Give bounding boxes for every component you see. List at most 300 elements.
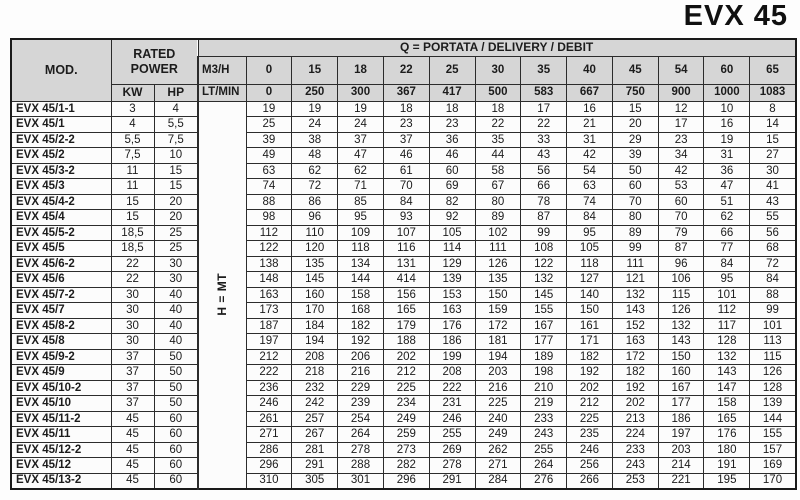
model-name: EVX 45/12 — [11, 458, 111, 474]
head-value: 96 — [292, 210, 338, 226]
head-value: 87 — [658, 241, 704, 257]
head-value: 305 — [292, 473, 338, 489]
power-hp: 60 — [154, 458, 198, 474]
head-value: 140 — [567, 287, 613, 303]
head-value: 62 — [338, 163, 384, 179]
head-value: 84 — [750, 272, 796, 288]
power-kw: 4 — [111, 117, 154, 133]
flow-ltmin-value: 667 — [567, 84, 613, 101]
head-value: 37 — [338, 132, 384, 148]
head-value: 122 — [521, 256, 567, 272]
head-value: 34 — [658, 148, 704, 164]
table-row — [11, 132, 796, 148]
head-value: 139 — [429, 272, 475, 288]
flow-m3h-value: 22 — [383, 56, 429, 84]
head-value: 246 — [429, 411, 475, 427]
head-value: 296 — [383, 473, 429, 489]
power-kw: 3 — [111, 101, 154, 117]
head-value: 182 — [567, 349, 613, 365]
power-hp: 40 — [154, 334, 198, 350]
head-value: 278 — [338, 442, 384, 458]
head-value: 18 — [475, 101, 521, 117]
head-value: 165 — [383, 303, 429, 319]
model-name: EVX 45/5-2 — [11, 225, 111, 241]
head-value: 48 — [292, 148, 338, 164]
table-row — [11, 396, 796, 412]
table-row — [11, 365, 796, 381]
power-hp: 30 — [154, 256, 198, 272]
head-value: 89 — [475, 210, 521, 226]
head-value: 157 — [750, 442, 796, 458]
head-value: 257 — [292, 411, 338, 427]
head-value: 17 — [658, 117, 704, 133]
head-value: 60 — [429, 163, 475, 179]
head-value: 172 — [612, 349, 658, 365]
model-name: EVX 45/8-2 — [11, 318, 111, 334]
head-value: 195 — [704, 473, 750, 489]
model-name: EVX 45/9-2 — [11, 349, 111, 365]
head-value: 128 — [750, 380, 796, 396]
head-value: 231 — [429, 396, 475, 412]
head-value: 229 — [338, 380, 384, 396]
head-value: 286 — [246, 442, 292, 458]
head-value: 243 — [521, 427, 567, 443]
table-row — [11, 318, 796, 334]
head-value: 122 — [246, 241, 292, 257]
head-value: 14 — [750, 117, 796, 133]
head-value: 23 — [429, 117, 475, 133]
head-value: 276 — [521, 473, 567, 489]
model-name: EVX 45/8 — [11, 334, 111, 350]
head-value: 236 — [246, 380, 292, 396]
power-hp: 20 — [154, 210, 198, 226]
head-value: 19 — [292, 101, 338, 117]
table-row — [11, 117, 796, 133]
head-value: 170 — [750, 473, 796, 489]
head-value: 139 — [750, 396, 796, 412]
head-value: 310 — [246, 473, 292, 489]
head-value: 16 — [567, 101, 613, 117]
head-value: 126 — [750, 365, 796, 381]
head-value: 39 — [612, 148, 658, 164]
power-hp: 50 — [154, 396, 198, 412]
flow-m3h-value: 65 — [750, 56, 796, 84]
head-value: 127 — [567, 272, 613, 288]
head-value: 58 — [475, 163, 521, 179]
head-value: 210 — [521, 380, 567, 396]
head-meters-axis-label — [198, 101, 246, 489]
head-value: 194 — [475, 349, 521, 365]
flow-ltmin-value: 0 — [246, 84, 292, 101]
head-value: 199 — [429, 349, 475, 365]
model-name: EVX 45/6 — [11, 272, 111, 288]
head-value: 233 — [612, 442, 658, 458]
flow-m3h-value: 0 — [246, 56, 292, 84]
head-value: 240 — [475, 411, 521, 427]
head-value: 218 — [292, 365, 338, 381]
head-value: 101 — [750, 318, 796, 334]
head-value: 208 — [292, 349, 338, 365]
head-value: 63 — [567, 179, 613, 195]
head-value: 192 — [612, 380, 658, 396]
head-value: 88 — [246, 194, 292, 210]
head-value: 46 — [429, 148, 475, 164]
table-row — [11, 473, 796, 489]
head-value: 70 — [612, 194, 658, 210]
head-value: 60 — [658, 194, 704, 210]
table-row — [11, 349, 796, 365]
head-value: 182 — [612, 365, 658, 381]
head-value: 249 — [475, 427, 521, 443]
flow-ltmin-value: 367 — [383, 84, 429, 101]
table-row — [11, 163, 796, 179]
head-value: 36 — [429, 132, 475, 148]
head-value: 171 — [567, 334, 613, 350]
head-value: 53 — [658, 179, 704, 195]
flow-ltmin-value: 1083 — [750, 84, 796, 101]
head-value: 212 — [567, 396, 613, 412]
head-value: 82 — [429, 194, 475, 210]
head-value: 281 — [292, 442, 338, 458]
power-kw: 22 — [111, 256, 154, 272]
head-value: 153 — [429, 287, 475, 303]
head-value: 42 — [567, 148, 613, 164]
head-value: 256 — [567, 458, 613, 474]
mod-column-header: MOD. — [11, 39, 111, 101]
head-value: 143 — [658, 334, 704, 350]
head-value: 143 — [612, 303, 658, 319]
head-value: 239 — [338, 396, 384, 412]
head-value: 109 — [338, 225, 384, 241]
head-value: 67 — [475, 179, 521, 195]
head-value: 233 — [521, 411, 567, 427]
head-value: 115 — [658, 287, 704, 303]
head-value: 18 — [383, 101, 429, 117]
power-kw: 18,5 — [111, 225, 154, 241]
head-value: 135 — [292, 256, 338, 272]
head-value: 184 — [292, 318, 338, 334]
power-kw: 22 — [111, 272, 154, 288]
model-name: EVX 45/9 — [11, 365, 111, 381]
model-name: EVX 45/4-2 — [11, 194, 111, 210]
power-hp: 25 — [154, 241, 198, 257]
head-value: 51 — [704, 194, 750, 210]
hp-column-header: HP — [154, 84, 198, 101]
flow-m3h-value: 30 — [475, 56, 521, 84]
head-value: 29 — [612, 132, 658, 148]
head-value: 110 — [292, 225, 338, 241]
head-value: 198 — [521, 365, 567, 381]
head-value: 111 — [612, 256, 658, 272]
head-value: 155 — [750, 427, 796, 443]
head-value: 143 — [704, 365, 750, 381]
power-hp: 20 — [154, 194, 198, 210]
head-value: 212 — [383, 365, 429, 381]
head-value: 21 — [567, 117, 613, 133]
head-value: 98 — [246, 210, 292, 226]
head-value: 43 — [521, 148, 567, 164]
head-value: 132 — [658, 318, 704, 334]
model-name: EVX 45/10-2 — [11, 380, 111, 396]
head-value: 187 — [246, 318, 292, 334]
power-kw: 45 — [111, 427, 154, 443]
head-value: 173 — [246, 303, 292, 319]
head-value: 31 — [567, 132, 613, 148]
head-value: 169 — [750, 458, 796, 474]
head-value: 80 — [612, 210, 658, 226]
head-value: 107 — [383, 225, 429, 241]
table-row — [11, 411, 796, 427]
head-value: 219 — [521, 396, 567, 412]
power-hp: 40 — [154, 287, 198, 303]
head-value: 145 — [292, 272, 338, 288]
head-value: 8 — [750, 101, 796, 117]
head-value: 222 — [246, 365, 292, 381]
power-hp: 15 — [154, 163, 198, 179]
head-value: 168 — [338, 303, 384, 319]
kw-column-header: KW — [111, 84, 154, 101]
head-value: 203 — [658, 442, 704, 458]
head-value: 95 — [567, 225, 613, 241]
head-value: 87 — [521, 210, 567, 226]
head-value: 69 — [429, 179, 475, 195]
model-name: EVX 45/11-2 — [11, 411, 111, 427]
rated-power-header: RATED POWER — [111, 39, 198, 84]
head-value: 159 — [475, 303, 521, 319]
head-value: 99 — [612, 241, 658, 257]
model-name: EVX 45/7 — [11, 303, 111, 319]
head-value: 33 — [521, 132, 567, 148]
model-name: EVX 45/2 — [11, 148, 111, 164]
power-hp: 5,5 — [154, 117, 198, 133]
power-kw: 30 — [111, 303, 154, 319]
flow-m3h-value: 54 — [658, 56, 704, 84]
head-value: 84 — [567, 210, 613, 226]
head-value: 43 — [750, 194, 796, 210]
head-value: 170 — [292, 303, 338, 319]
power-kw: 5,5 — [111, 132, 154, 148]
head-value: 225 — [383, 380, 429, 396]
power-kw: 18,5 — [111, 241, 154, 257]
table-row — [11, 303, 796, 319]
head-value: 213 — [612, 411, 658, 427]
power-kw: 45 — [111, 442, 154, 458]
head-value: 163 — [612, 334, 658, 350]
head-value: 42 — [658, 163, 704, 179]
head-value: 27 — [750, 148, 796, 164]
head-value: 41 — [750, 179, 796, 195]
table-row — [11, 442, 796, 458]
head-value: 255 — [429, 427, 475, 443]
head-value: 106 — [658, 272, 704, 288]
head-value: 273 — [383, 442, 429, 458]
head-value: 47 — [338, 148, 384, 164]
pump-performance-table — [10, 38, 797, 490]
head-value: 78 — [521, 194, 567, 210]
head-value: 269 — [429, 442, 475, 458]
power-kw: 7,5 — [111, 148, 154, 164]
head-value: 156 — [383, 287, 429, 303]
head-value: 262 — [475, 442, 521, 458]
head-value: 177 — [521, 334, 567, 350]
head-value: 63 — [246, 163, 292, 179]
model-name: EVX 45/3-2 — [11, 163, 111, 179]
page-title: EVX 45 — [683, 0, 788, 32]
model-name: EVX 45/10 — [11, 396, 111, 412]
head-value: 206 — [338, 349, 384, 365]
head-value: 266 — [567, 473, 613, 489]
head-value: 17 — [521, 101, 567, 117]
table-row — [11, 458, 796, 474]
head-value: 128 — [704, 334, 750, 350]
head-value: 30 — [750, 163, 796, 179]
head-value: 134 — [338, 256, 384, 272]
head-value: 147 — [704, 380, 750, 396]
head-value: 186 — [658, 411, 704, 427]
head-value: 72 — [750, 256, 796, 272]
head-value: 242 — [292, 396, 338, 412]
table-row — [11, 148, 796, 164]
head-value: 131 — [383, 256, 429, 272]
head-value: 10 — [704, 101, 750, 117]
flow-ltmin-value: 750 — [612, 84, 658, 101]
head-value: 278 — [429, 458, 475, 474]
header-row-q — [11, 39, 796, 56]
head-value: 160 — [292, 287, 338, 303]
head-value: 181 — [475, 334, 521, 350]
flow-ltmin-value: 417 — [429, 84, 475, 101]
power-hp: 60 — [154, 411, 198, 427]
power-hp: 15 — [154, 179, 198, 195]
head-value: 129 — [429, 256, 475, 272]
head-value: 66 — [704, 225, 750, 241]
head-value: 255 — [521, 442, 567, 458]
head-value: 68 — [750, 241, 796, 257]
head-value: 36 — [704, 163, 750, 179]
model-name: EVX 45/2-2 — [11, 132, 111, 148]
h-mt-rotated-text: H = MT — [214, 273, 229, 316]
flow-ltmin-value: 250 — [292, 84, 338, 101]
power-hp: 50 — [154, 365, 198, 381]
head-value: 192 — [338, 334, 384, 350]
head-value: 118 — [567, 256, 613, 272]
head-value: 158 — [338, 287, 384, 303]
head-value: 60 — [612, 179, 658, 195]
head-value: 56 — [521, 163, 567, 179]
head-value: 150 — [658, 349, 704, 365]
table-row — [11, 225, 796, 241]
head-value: 15 — [612, 101, 658, 117]
head-value: 234 — [383, 396, 429, 412]
head-value: 138 — [246, 256, 292, 272]
head-value: 148 — [246, 272, 292, 288]
head-value: 145 — [521, 287, 567, 303]
head-value: 95 — [704, 272, 750, 288]
head-value: 132 — [612, 287, 658, 303]
head-value: 243 — [612, 458, 658, 474]
head-value: 158 — [704, 396, 750, 412]
head-value: 232 — [292, 380, 338, 396]
head-value: 74 — [567, 194, 613, 210]
head-value: 214 — [658, 458, 704, 474]
table-row — [11, 179, 796, 195]
head-value: 216 — [338, 365, 384, 381]
head-value: 114 — [429, 241, 475, 257]
head-value: 111 — [475, 241, 521, 257]
head-value: 261 — [246, 411, 292, 427]
power-kw: 37 — [111, 349, 154, 365]
head-value: 25 — [246, 117, 292, 133]
power-hp: 7,5 — [154, 132, 198, 148]
power-kw: 45 — [111, 411, 154, 427]
head-value: 12 — [658, 101, 704, 117]
head-value: 72 — [292, 179, 338, 195]
head-value: 221 — [658, 473, 704, 489]
head-value: 86 — [292, 194, 338, 210]
head-value: 96 — [658, 256, 704, 272]
power-kw: 37 — [111, 396, 154, 412]
head-value: 121 — [612, 272, 658, 288]
head-value: 188 — [383, 334, 429, 350]
head-value: 19 — [246, 101, 292, 117]
head-value: 179 — [383, 318, 429, 334]
head-value: 264 — [521, 458, 567, 474]
head-value: 84 — [383, 194, 429, 210]
flow-m3h-value: 40 — [567, 56, 613, 84]
head-value: 176 — [429, 318, 475, 334]
power-kw: 30 — [111, 287, 154, 303]
power-hp: 50 — [154, 380, 198, 396]
model-name: EVX 45/6-2 — [11, 256, 111, 272]
power-kw: 15 — [111, 210, 154, 226]
head-value: 70 — [383, 179, 429, 195]
head-value: 165 — [704, 411, 750, 427]
head-value: 62 — [704, 210, 750, 226]
head-value: 20 — [612, 117, 658, 133]
head-value: 301 — [338, 473, 384, 489]
flow-ltmin-value: 300 — [338, 84, 384, 101]
head-value: 224 — [612, 427, 658, 443]
head-value: 216 — [475, 380, 521, 396]
head-value: 105 — [567, 241, 613, 257]
head-value: 176 — [704, 427, 750, 443]
head-value: 70 — [658, 210, 704, 226]
head-value: 144 — [338, 272, 384, 288]
head-value: 249 — [383, 411, 429, 427]
head-value: 225 — [475, 396, 521, 412]
power-hp: 60 — [154, 473, 198, 489]
head-value: 85 — [338, 194, 384, 210]
head-value: 150 — [567, 303, 613, 319]
power-hp: 50 — [154, 349, 198, 365]
power-kw: 37 — [111, 380, 154, 396]
head-value: 88 — [750, 287, 796, 303]
head-value: 101 — [704, 287, 750, 303]
head-value: 192 — [567, 365, 613, 381]
flow-m3h-value: 25 — [429, 56, 475, 84]
head-value: 235 — [567, 427, 613, 443]
model-name: EVX 45/4 — [11, 210, 111, 226]
flow-ltmin-value: 500 — [475, 84, 521, 101]
head-value: 186 — [429, 334, 475, 350]
head-value: 271 — [246, 427, 292, 443]
head-value: 118 — [338, 241, 384, 257]
power-hp: 30 — [154, 272, 198, 288]
header-row-ltmin — [11, 84, 796, 101]
power-kw: 37 — [111, 365, 154, 381]
head-value: 189 — [521, 349, 567, 365]
head-value: 66 — [521, 179, 567, 195]
